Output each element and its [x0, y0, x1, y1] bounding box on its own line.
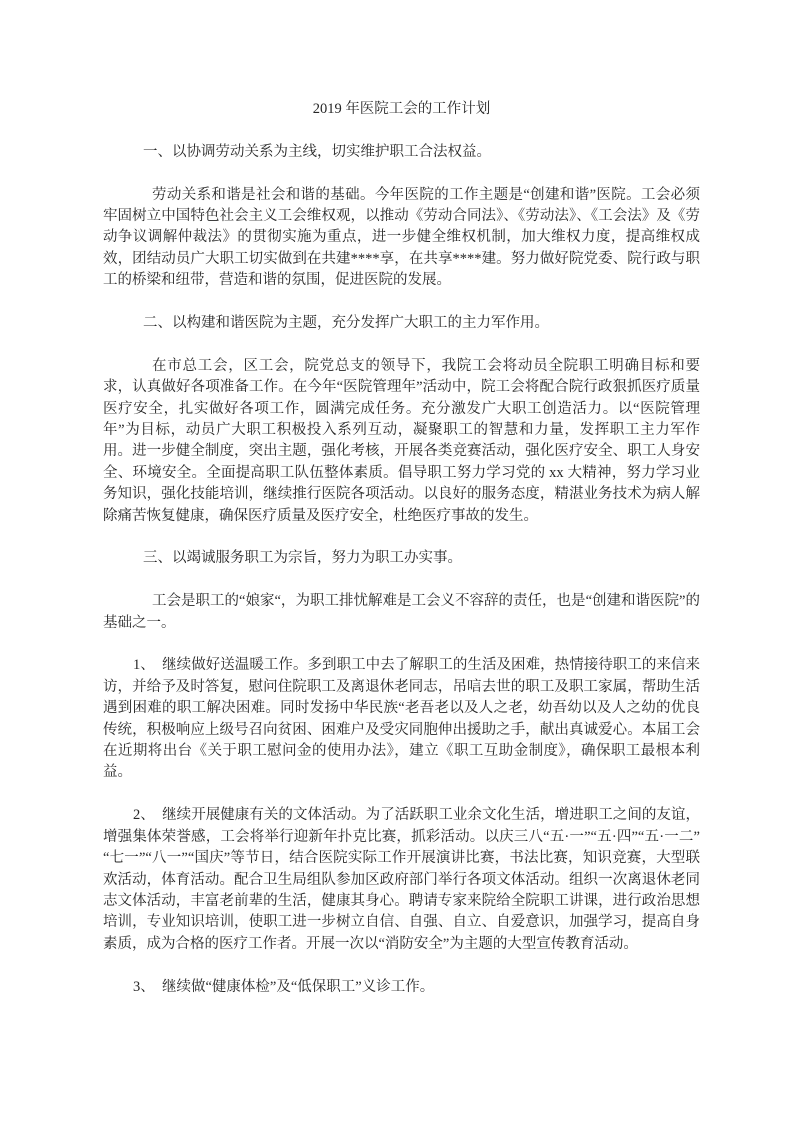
numbered-item-1: 1、 继续做好送温暖工作。多到职工中去了解职工的生活及困难，热情接待职工的来信来访，并给予及时答复，慰问住院职工及离退休老同志，吊唁去世的职工及职工家属，帮助生活遇到困难的职工解决困难。同时发扬中华民族“老吾老以及人之老，幼吾幼以及人之幼的优良传统，积极响应上级号召向贫困、困难户及受灾同胞伸出援助之手，献出真诚爱心。本届工会在近期将出台《关于职工慰问金的使用办法》，建立《职工互助金制度》，确保职工最根本利益。	[103, 657, 700, 781]
numbered-item-2: 2、 继续开展健康有关的文体活动。为了活跃职工业余文化生活，增进职工之间的友谊，增强集体荣誉感，工会将举行迎新年扑克比赛，抓彩活动。以庆三八“五·一”“五·四”“五·一二” “七一”“八一”“国庆”等节日，结合医院实际工作开展演讲比赛，书法比赛，知识竞赛，大型联欢活动，体育活动。配合卫生局组队参加区政府部门举行各项文体活动。组织一次离退休老同志文体活动，丰富老前辈的生活，健康其身心。聘请专家来院给全院职工讲课，进行政治思想培训，专业知识培训，使职工进一步树立自信、自强、自立、自爱意识，加强学习，提高自身素质，成为合格的医疗工作者。开展一次以“消防安全”为主题的大型宣传教育活动。	[103, 807, 700, 952]
section-heading-3: 三、以竭诚服务职工为宗旨，努力为职工办实事。	[143, 550, 462, 567]
numbered-item-3: 3、 继续做“健康体检”及“低保职工”义诊工作。	[133, 978, 435, 995]
document-body	[103, 99, 700, 998]
section-2-paragraph: 在市总工会，区工会，院党总支的领导下，我院工会将动员全院职工明确目标和要求，认真做好各项准备工作。在今年“医院管理年”活动中，院工会将配合院行政狠抓医疗质量医疗安全，扎实做好各项工作，圆满完成任务。充分激发广大职工创造活力。以“医院管理年”为目标，动员广大职工积极投入系列互动，凝聚职工的智慧和力量，发挥职工主力军作用。进一步健全制度，突出主题，强化考核，开展各类竞赛活动，强化医疗安全、职工人身安全、环境安全。全面提高职工队伍整体素质。倡导职工努力学习党的 xx 大精神，努力学习业务知识，强化技能培训，继续推行医院各项活动。以良好的服务态度，精湛业务技术为病人解除痛苦恢复健康，确保医疗质量及医疗安全，杜绝医疗事故的发生。	[103, 357, 700, 524]
document-title: 2019 年医院工会的工作计划	[312, 101, 491, 117]
section-heading-2: 二、以构建和谐医院为主题，充分发挥广大职工的主力军作用。	[143, 315, 549, 332]
section-3-intro-paragraph: 工会是职工的“娘家“，为职工排忧解难是工会义不容辞的责任，也是“创建和谐医院”的基础之一。	[103, 593, 700, 631]
section-heading-1: 一、以协调劳动关系为主线，切实维护职工合法权益。	[143, 143, 491, 160]
section-1-paragraph: 劳动关系和谐是社会和谐的基础。今年医院的工作主题是“创建和谐”医院。工会必须牢固树立中国特色社会主义工会维权观，以推动《劳动合同法》、《劳动法》、《工会法》及《劳动争议调解仲裁法》的贯彻实施为重点，进一步健全维权机制，加大维权力度，提高维权成效，团结动员广大职工切实做到在共建****享，在共享****建。努力做好院党委、院行政与职工的桥梁和纽带，营造和谐的氛围，促进医院的发展。	[103, 186, 700, 289]
